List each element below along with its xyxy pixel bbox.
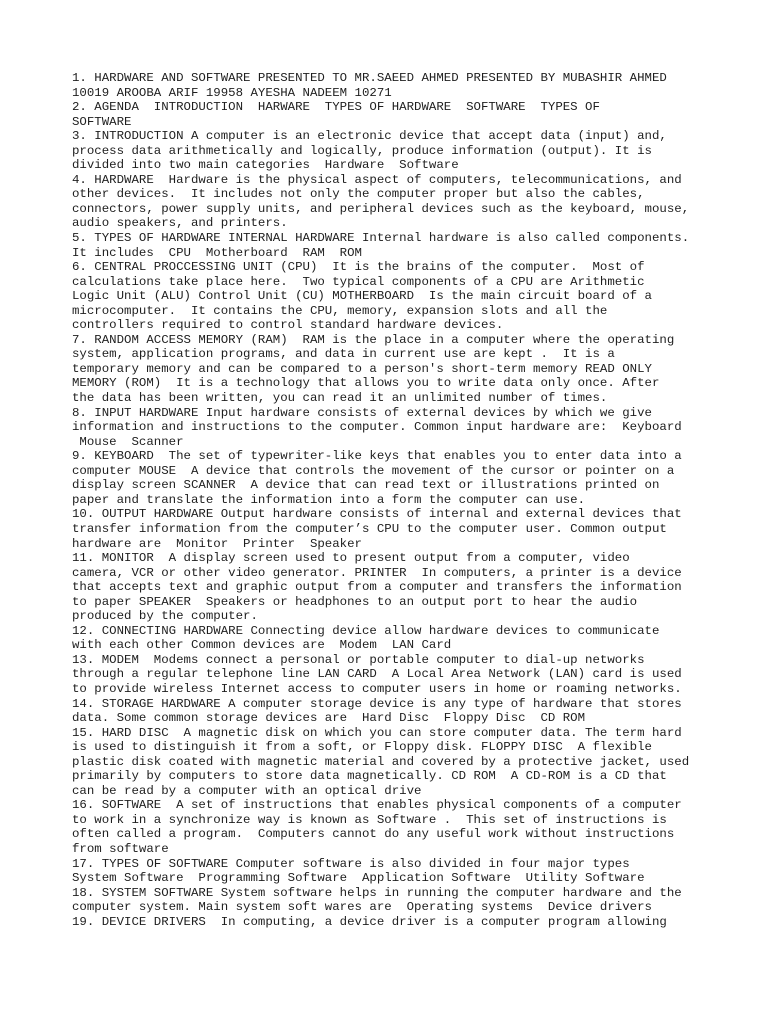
text-line: 5. TYPES OF HARDWARE INTERNAL HARDWARE Internal hardware is also called components. xyxy=(72,231,690,246)
text-line: microcomputer. It contains the CPU, memory, expansion slots and all the xyxy=(72,303,608,318)
text-line: through a regular telephone line LAN CARD A Local Area Network (LAN) card is used xyxy=(72,667,682,682)
text-line: computer MOUSE A device that controls the movement of the cursor or pointer on a xyxy=(72,463,675,478)
text-line: 17. TYPES OF SOFTWARE Computer software is also divided in four major types xyxy=(72,856,638,871)
text-line: 9. KEYBOARD The set of typewriter-like keys that enables you to enter data into a xyxy=(72,449,682,464)
text-line: audio speakers, and printers. xyxy=(72,216,288,231)
text-line: the data has been written, you can read it an unlimited number of times. xyxy=(72,391,608,406)
text-line: 13. MODEM Modems connect a personal or portable computer to dial-up networks xyxy=(72,652,645,667)
text-line: to provide wireless Internet access to computer users in home or roaming networks. xyxy=(72,681,682,696)
text-line: temporary memory and can be compared to a person's short-term memory READ ONLY xyxy=(72,361,652,376)
text-line: can be read by a computer with an optical drive xyxy=(72,783,422,798)
text-line: display screen SCANNER A device that can read text or illustrations printed on xyxy=(72,478,660,493)
text-line: SOFTWARE xyxy=(72,114,132,129)
text-line: 12. CONNECTING HARDWARE Connecting device allow hardware devices to communicate xyxy=(72,623,660,638)
text-line: 18. SYSTEM SOFTWARE System software helps in running the computer hardware and the xyxy=(72,885,682,900)
text-line: information and instructions to the computer. Common input hardware are: Keyboard xyxy=(72,420,682,435)
text-line: other devices. It includes not only the computer proper but also the cables, xyxy=(72,187,645,202)
text-line: to work in a synchronize way is known as Software . This set of instructions is xyxy=(72,812,667,827)
text-line: 19. DEVICE DRIVERS In computing, a device driver is a computer program allowing xyxy=(72,914,667,929)
text-line: that accepts text and graphic output from a computer and transfers the information xyxy=(72,580,682,595)
text-line: 15. HARD DISC A magnetic disk on which you can store computer data. The term hard xyxy=(72,725,682,740)
text-line: 16. SOFTWARE A set of instructions that enables physical components of a computer xyxy=(72,798,682,813)
text-line: often called a program. Computers cannot do any useful work without instructions xyxy=(72,827,675,842)
text-line: 1. HARDWARE AND SOFTWARE PRESENTED TO MR.SAEED AHMED PRESENTED BY MUBASHIR AHMED xyxy=(72,71,667,85)
text-line: connectors, power supply units, and peripheral devices such as the keyboard, mouse, xyxy=(72,201,690,216)
text-line: computer system. Main system soft wares are Operating systems Device drivers xyxy=(72,900,652,915)
text-line: 2. AGENDA INTRODUCTION HARWARE TYPES OF HARDWARE SOFTWARE TYPES OF xyxy=(72,100,600,115)
text-line: plastic disk coated with magnetic material and covered by a protective jacket, used xyxy=(72,754,690,769)
text-line: is used to distinguish it from a soft, or Floppy disk. FLOPPY DISC A flexible xyxy=(72,740,652,755)
text-line: MEMORY (ROM) It is a technology that allows you to write data only once. After xyxy=(72,376,660,391)
text-line: 11. MONITOR A display screen used to present output from a computer, video xyxy=(72,551,630,566)
document-text xyxy=(72,71,702,929)
text-line: Logic Unit (ALU) Control Unit (CU) MOTHERBOARD Is the main circuit board of a xyxy=(72,289,652,304)
text-line: 8. INPUT HARDWARE Input hardware consists of external devices by which we give xyxy=(72,405,652,420)
text-line: 14. STORAGE HARDWARE A computer storage device is any type of hardware that stores xyxy=(72,696,682,711)
text-line: transfer information from the computer’s CPU to the computer user. Common output xyxy=(72,521,667,536)
text-line: 3. INTRODUCTION A computer is an electronic device that accept data (input) and, xyxy=(72,129,667,144)
text-line: with each other Common devices are Modem LAN Card xyxy=(72,638,452,653)
text-line: process data arithmetically and logically, produce information (output). It is xyxy=(72,143,652,158)
text-line: system, application programs, and data in current use are kept . It is a xyxy=(72,347,615,362)
text-line: from software xyxy=(72,841,169,856)
text-line: produced by the computer. xyxy=(72,609,258,624)
text-line: 10019 AROOBA ARIF 19958 AYESHA NADEEM 10271 xyxy=(72,85,392,100)
text-line: 6. CENTRAL PROCCESSING UNIT (CPU) It is the brains of the computer. Most of xyxy=(72,260,645,275)
text-line: Mouse Scanner xyxy=(72,434,184,449)
text-line: 10. OUTPUT HARDWARE Output hardware consists of internal and external devices that xyxy=(72,507,682,522)
text-line: divided into two main categories Hardware Software xyxy=(72,158,459,173)
text-line: It includes CPU Motherboard RAM ROM xyxy=(72,245,362,260)
text-line: camera, VCR or other video generator. PRINTER In computers, a printer is a device xyxy=(72,565,682,580)
text-line: System Software Programming Software Application Software Utility Software xyxy=(72,871,645,886)
text-line: calculations take place here. Two typical components of a CPU are Arithmetic xyxy=(72,274,645,289)
text-line: to paper SPEAKER Speakers or headphones to an output port to hear the audio xyxy=(72,594,638,609)
text-line: primarily by computers to store data magnetically. CD ROM A CD-ROM is a CD that xyxy=(72,769,667,784)
text-line: 4. HARDWARE Hardware is the physical aspect of computers, telecommunications, and xyxy=(72,172,682,187)
text-line: controllers required to control standard hardware devices. xyxy=(72,318,504,333)
text-line: 7. RANDOM ACCESS MEMORY (RAM) RAM is the place in a computer where the operating xyxy=(72,332,675,347)
text-line: data. Some common storage devices are Hard Disc Floppy Disc CD ROM xyxy=(72,711,586,726)
text-line: paper and translate the information into a form the computer can use. xyxy=(72,492,586,507)
text-line: hardware are Monitor Printer Speaker xyxy=(72,536,362,551)
